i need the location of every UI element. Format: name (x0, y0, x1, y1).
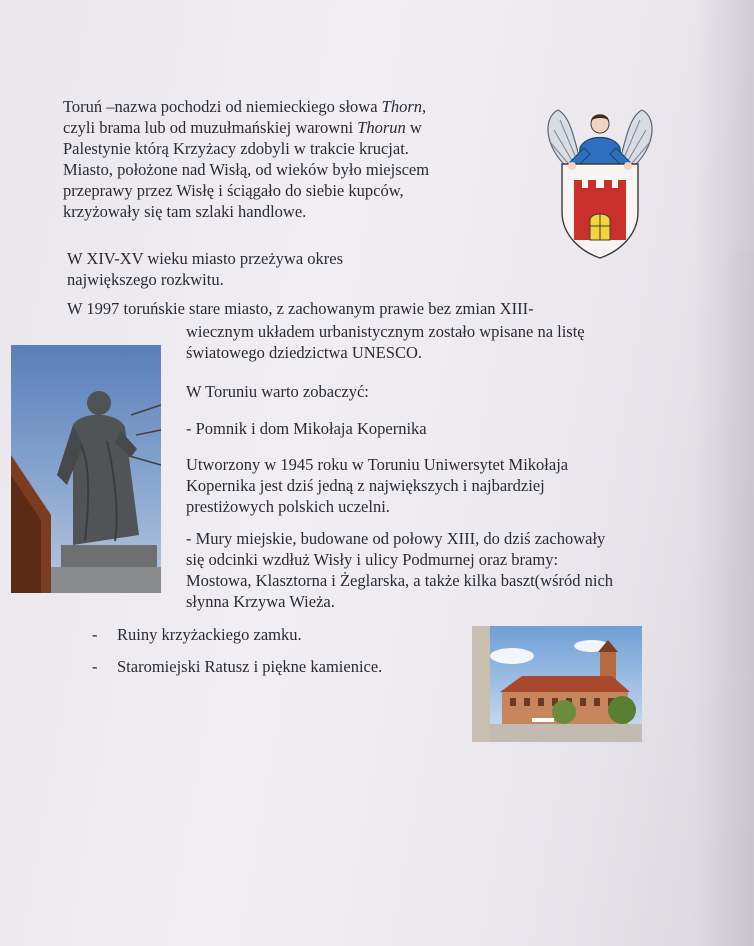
unesco-line-3: światowego dziedzictwa UNESCO. (186, 343, 422, 362)
statue-illustration (11, 345, 161, 593)
sights-heading: W Toruniu warto zobaczyć: (186, 382, 369, 401)
intro-line-2-b: w (405, 118, 422, 137)
century-line-2: największego rozkwitu. (67, 270, 224, 289)
intro-word-thorn: Thorn (381, 97, 423, 116)
walls-line-1: - Mury miejskie, budowane od połowy XIII, do dziś zachowały (186, 529, 606, 548)
walls-line-4: słynna Krzywa Wieża. (186, 592, 335, 611)
university-paragraph (186, 454, 568, 517)
intro-paragraph (63, 96, 429, 222)
intro-line-5: przeprawy przez Wisłę i ściągało do siebie kupców, (63, 181, 404, 200)
walls-line-2: się odcinki wzdłuż Wisły i ulicy Podmurnej oraz bramy: (186, 550, 559, 569)
intro-line-1-b: , (422, 97, 427, 116)
century-line-1: W XIV-XV wieku miasto przeżywa okres (67, 249, 344, 268)
sights-item-copernicus: - Pomnik i dom Mikołaja Kopernika (186, 419, 427, 438)
university-line-3: prestiżowych polskich uczelni. (186, 497, 390, 516)
page-fold (724, 250, 754, 670)
intro-line-6: krzyżowały się tam szlaki handlowe. (63, 202, 307, 221)
townhall-illustration (472, 626, 642, 742)
list-item-townhall: Staromiejski Ratusz i piękne kamienice. (117, 657, 383, 676)
intro-line-1-a: Toruń –nazwa pochodzi od niemieckiego słowa (63, 97, 382, 116)
intro-line-3: Palestynie którą Krzyżacy zdobyli w trakcie krucjat. (63, 139, 409, 158)
unesco-line-2: wiecznym układem urbanistycznym zostało wpisane na listę (186, 322, 585, 341)
walls-paragraph (186, 528, 613, 612)
walls-line-3: Mostowa, Klasztorna i Żeglarska, a także kilka baszt(wśród nich (186, 571, 614, 590)
list-item-castle: Ruiny krzyżackiego zamku. (117, 625, 302, 644)
old-town-hall-photo (472, 626, 642, 742)
torun-coat-of-arms-image (540, 108, 660, 260)
unesco-line-1: W 1997 toruńskie stare miasto, z zachowanym prawie bez zmian XIII- (67, 299, 534, 318)
intro-line-2-a: czyli brama lub od muzułmańskiej warowni (63, 118, 358, 137)
university-line-2: Kopernika jest dziś jedną z największych i najbardziej (186, 476, 545, 495)
list-bullet-castle: - (92, 625, 98, 644)
university-line-1: Utworzony w 1945 roku w Toruniu Uniwersytet Mikołaja (186, 455, 569, 474)
intro-line-4: Miasto, położone nad Wisłą, od wieków było miejscem (63, 160, 430, 179)
list-bullet-townhall: - (92, 657, 98, 676)
century-paragraph (67, 248, 343, 290)
intro-word-thorun: Thorun (357, 118, 406, 137)
copernicus-statue-photo (11, 345, 161, 593)
